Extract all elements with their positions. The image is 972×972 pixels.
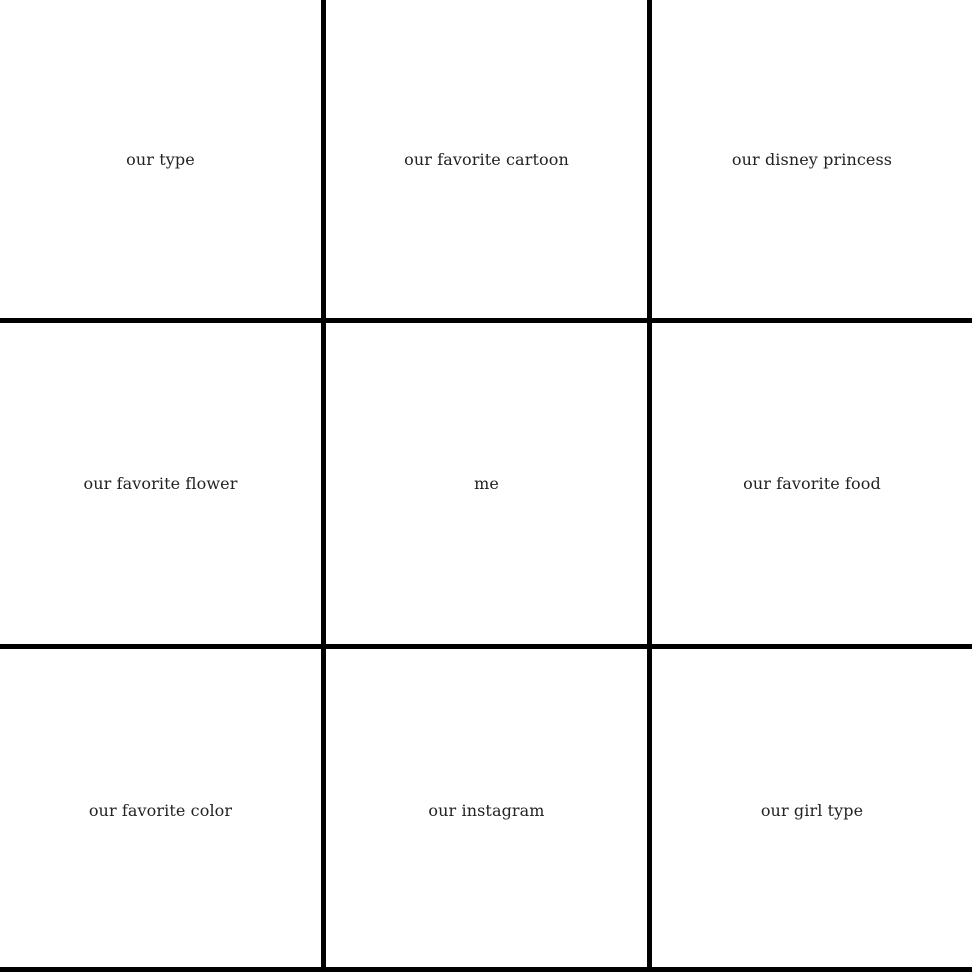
- cell-me: [321, 318, 647, 644]
- cell-label: our favorite color: [88, 801, 233, 820]
- cell-label: our instagram: [428, 801, 545, 820]
- cell-label: our favorite cartoon: [404, 149, 569, 169]
- cell-our-disney-princess: [647, 0, 972, 318]
- cell-label: our favorite food: [743, 474, 881, 493]
- cell-our-favorite-flower: [0, 318, 321, 644]
- cell-our-girl-type: [647, 644, 972, 972]
- cell-label: our girl type: [760, 801, 864, 820]
- cell-label: our favorite flower: [83, 474, 238, 493]
- cell-our-favorite-color: [0, 644, 321, 972]
- cell-label: me: [474, 474, 499, 493]
- cell-our-type: [0, 0, 321, 318]
- cell-label: our type: [126, 149, 195, 169]
- cell-our-favorite-food: [647, 318, 972, 644]
- cell-our-instagram: [321, 644, 647, 972]
- cell-our-favorite-cartoon: [321, 0, 647, 318]
- cell-label: our disney princess: [731, 149, 893, 169]
